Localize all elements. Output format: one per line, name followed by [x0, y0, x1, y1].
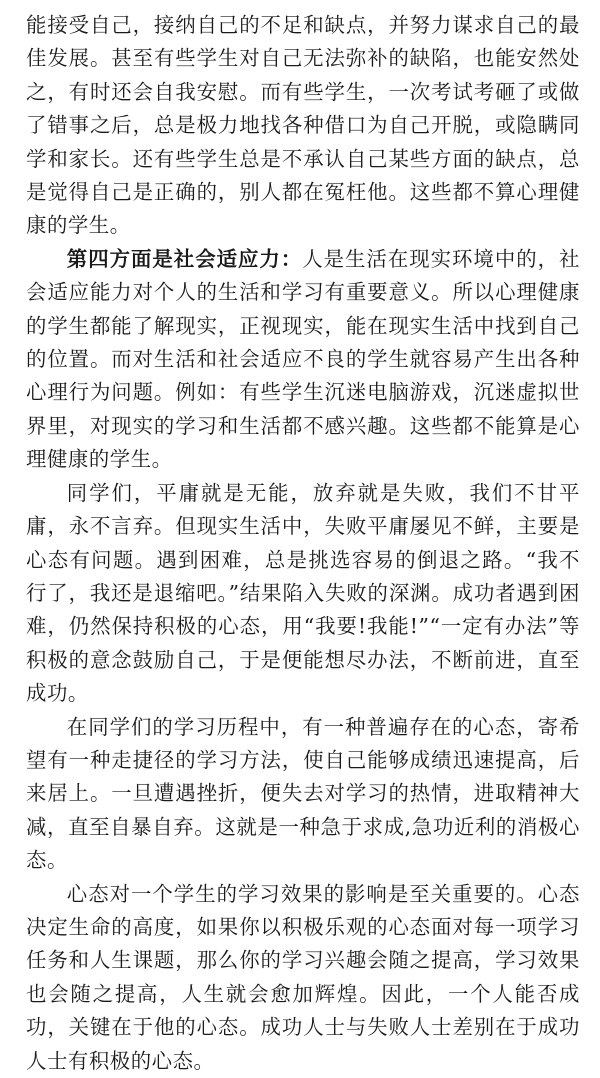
paragraph-shortcut-mindset — [26, 711, 580, 878]
document-page — [0, 9, 600, 1073]
paragraph-text: 在同学们的学习历程中，有一种普遍存在的心态，寄希望有一种走捷径的学习方法，使自己能够成绩迅速提高，后来居上。一旦遭遇挫折，便失去对学习的热情，进取精神大减，直至自暴自弃。这就是一种急于求成,急功近利的消极心态。 — [26, 714, 580, 873]
paragraph-text: 同学们，平庸就是无能，放弃就是失败，我们不甘平庸，永不言弃。但现实生活中，失败平庸屡见不鲜，主要是心态有问题。遇到困难，总是挑选容易的倒退之路。“我不行了，我还是退缩吧。”结果陷入失败的深渊。成功者遇到困难，仍然保持积极的心态，用“我要!我能!”“一定有办法”等积极的意念鼓励自己，于是便能想尽办法，不断前进，直至成功。 — [26, 480, 580, 706]
paragraph-text: 心态对一个学生的学习效果的影响是至关重要的。心态决定生命的高度，如果你以积极乐观的心态面对每一项学习任务和人生课题，那么你的学习兴趣会随之提高，学习效果也会随之提高，人生就会愈加辉煌。因此，一个人能否成功，关键在于他的心态。成功人士与失败人士差别在于成功人士有积极的心态。 — [26, 881, 580, 1073]
paragraph-self-acceptance — [26, 9, 580, 243]
paragraph-attitude-importance — [26, 878, 580, 1078]
paragraph-text: 人是生活在现实环境中的，社会适应能力对个人的生活和学习有重要意义。所以心理健康的学生都能了解现实，正视现实，能在现实生活中找到自己的位置。而对生活和社会适应不良的学生就容易产生出各种心理行为问题。例如：有些学生沉迷电脑游戏，沉迷虚拟世界里，对现实的学习和生活都不感兴趣。这些都不能算是心理健康的学生。 — [26, 246, 580, 472]
paragraph-text: 能接受自己，接纳自己的不足和缺点，并努力谋求自己的最佳发展。甚至有些学生对自己无法弥补的缺陷，也能安然处之，有时还会自我安慰。而有些学生，一次考试考砸了或做了错事之后，总是极力地找各种借口为自己开脱，或隐瞒同学和家长。还有些学生总是不承认自己某些方面的缺点，总是觉得自己是正确的，别人都在冤枉他。这些都不算心理健康的学生。 — [26, 13, 580, 238]
section-heading: 第四方面是社会适应力： — [66, 246, 303, 271]
paragraph-mediocrity — [26, 477, 580, 711]
paragraph-social-adaptability — [26, 243, 580, 477]
